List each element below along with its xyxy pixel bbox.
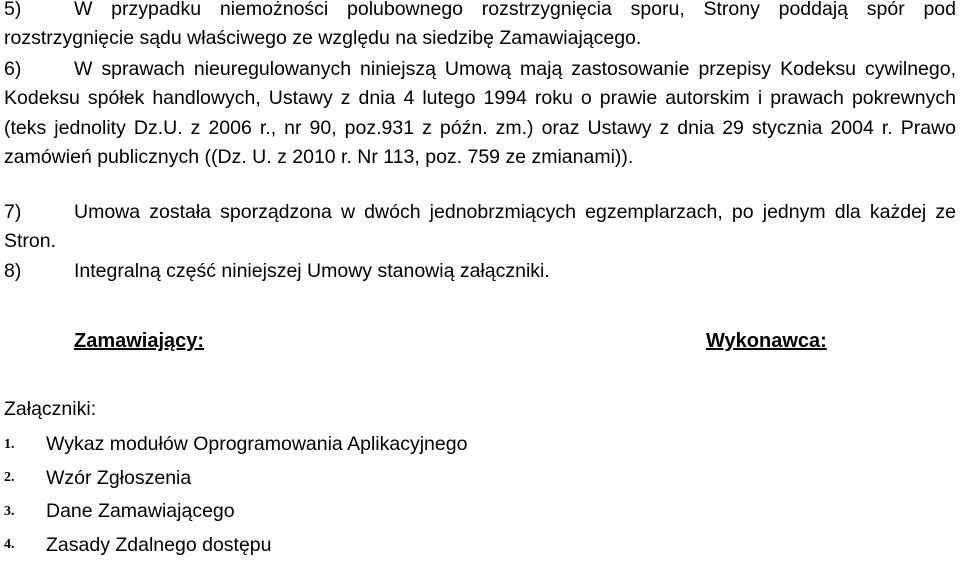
paragraph-number: 7) (4, 198, 74, 227)
paragraph-text: W sprawach nieuregulowanych niniejszą Umową mają zastosowanie przepisy Kodeksu cywilnego, Kodeksu spółek handlowych, Ustawy z dnia 4 lutego 1994 roku o prawie autorskim i prawach pokrewnych (teks jednolity Dz.U. z 2006 r., nr 90, poz.931 z późn. zm.) oraz Ustawy z dnia 29 stycznia 2004 r. Prawo zamówień publicznych ((Dz. U. z 2010 r. Nr 113, poz. 759 ze zmianami)). (4, 58, 956, 168)
attachments-list (4, 428, 467, 562)
paragraph-5 (4, 0, 956, 54)
attachment-number: 1. (4, 437, 46, 453)
attachment-text: Dane Zamawiającego (46, 500, 235, 523)
signature-label-contractor: Wykonawca: (706, 326, 827, 356)
attachment-text: Zasady Zdalnego dostępu (46, 534, 272, 557)
paragraph-number: 5) (4, 0, 74, 24)
attachment-number: 4. (4, 537, 46, 553)
signature-label-contracting-party: Zamawiający: (74, 326, 204, 356)
paragraph-number: 6) (4, 55, 74, 84)
paragraph-6 (4, 55, 956, 173)
attachment-item (4, 495, 467, 529)
attachment-number: 3. (4, 504, 46, 520)
paragraph-7 (4, 198, 956, 257)
attachment-text: Wzór Zgłoszenia (46, 467, 191, 490)
paragraph-text: Umowa została sporządzona w dwóch jednobrzmiących egzemplarzach, po jednym dla każdej ze Stron. (4, 201, 956, 252)
paragraph-number: 8) (4, 257, 74, 286)
paragraph-text: Integralną część niniejszej Umowy stanowią załączniki. (74, 260, 550, 282)
attachment-text: Wykaz modułów Oprogramowania Aplikacyjnego (46, 433, 467, 456)
attachment-item (4, 529, 467, 562)
paragraph-text: W przypadku niemożności polubownego rozstrzygnięcia sporu, Strony poddają spór pod rozstrzygnięcie sądu właściwego ze względu na siedzibę Zamawiającego. (4, 0, 956, 49)
paragraph-8 (4, 257, 956, 286)
attachment-item (4, 428, 467, 462)
attachments-heading: Załączniki: (4, 394, 96, 424)
attachment-item (4, 462, 467, 496)
attachment-number: 2. (4, 470, 46, 486)
